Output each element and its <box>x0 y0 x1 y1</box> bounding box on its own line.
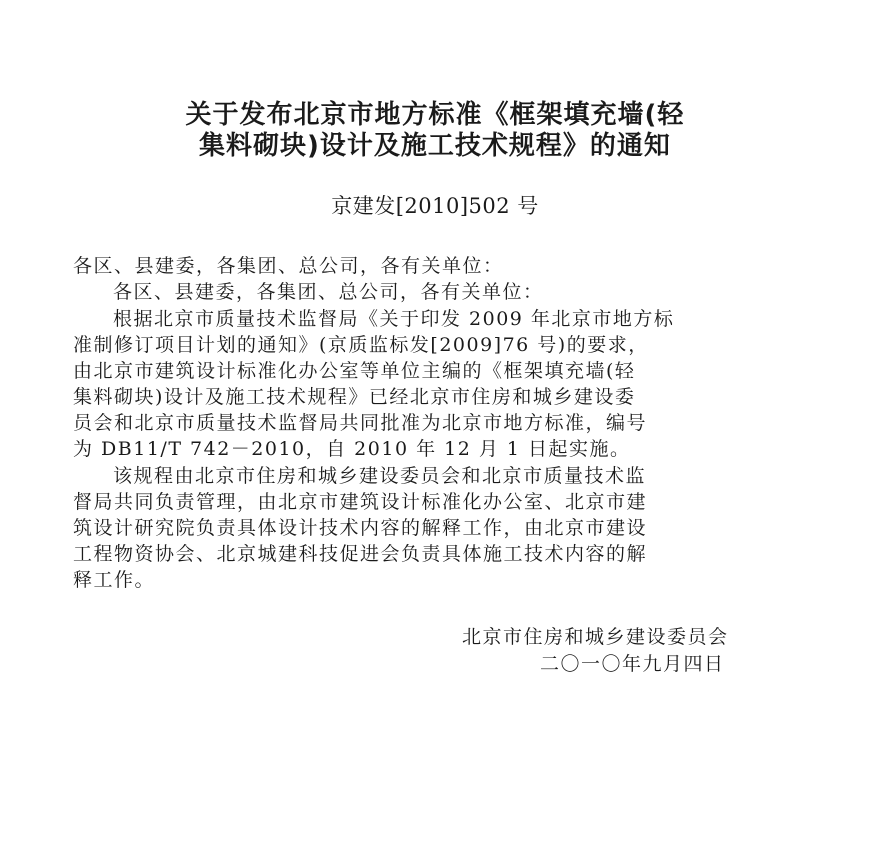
document-title-line-2: 集料砌块)设计及施工技术规程》的通知 <box>199 131 671 161</box>
paragraph-2-line-5: 释工作。 <box>73 569 156 591</box>
paragraph-1-line-3: 由北京市建筑设计标准化办公室等单位主编的《框架填充墙(轻 <box>73 360 636 382</box>
paragraph-1-line-4: 集料砌块)设计及施工技术规程》已经北京市住房和城乡建设委 <box>73 386 636 408</box>
document-title-line-1: 关于发布北京市地方标准《框架填充墙(轻 <box>185 100 685 130</box>
issue-date: 二〇一〇年九月四日 <box>540 653 725 675</box>
paragraph-2-line-3: 筑设计研究院负责具体设计技术内容的解释工作，由北京市建设 <box>73 517 648 539</box>
paragraph-1-line-2: 准制修订项目计划的通知》(京质监标发[2009]76 号)的要求， <box>73 334 649 356</box>
document-number: 京建发[2010]502 号 <box>331 194 539 218</box>
paragraph-1-line-5: 员会和北京市质量技术监督局共同批准为北京市地方标准，编号 <box>73 412 648 434</box>
paragraph-2-line-2: 督局共同负责管理，由北京市建筑设计标准化办公室、北京市建 <box>73 491 648 513</box>
paragraph-2-line-4: 工程物资协会、北京城建科技促进会负责具体施工技术内容的解 <box>73 543 648 565</box>
signatory: 北京市住房和城乡建设委员会 <box>462 626 729 648</box>
paragraph-2-line-1: 该规程由北京市住房和城乡建设委员会和北京市质量技术监 <box>113 465 647 487</box>
paragraph-1-line-1: 根据北京市质量技术监督局《关于印发 2009 年北京市地方标 <box>113 308 675 330</box>
paragraph-1-line-6: 为 DB11/T 742－2010，自 2010 年 12 月 1 日起实施。 <box>73 438 631 460</box>
salutation-repeat: 各区、县建委，各集团、总公司，各有关单位： <box>113 281 544 303</box>
salutation: 各区、县建委，各集团、总公司，各有关单位： <box>73 255 504 277</box>
